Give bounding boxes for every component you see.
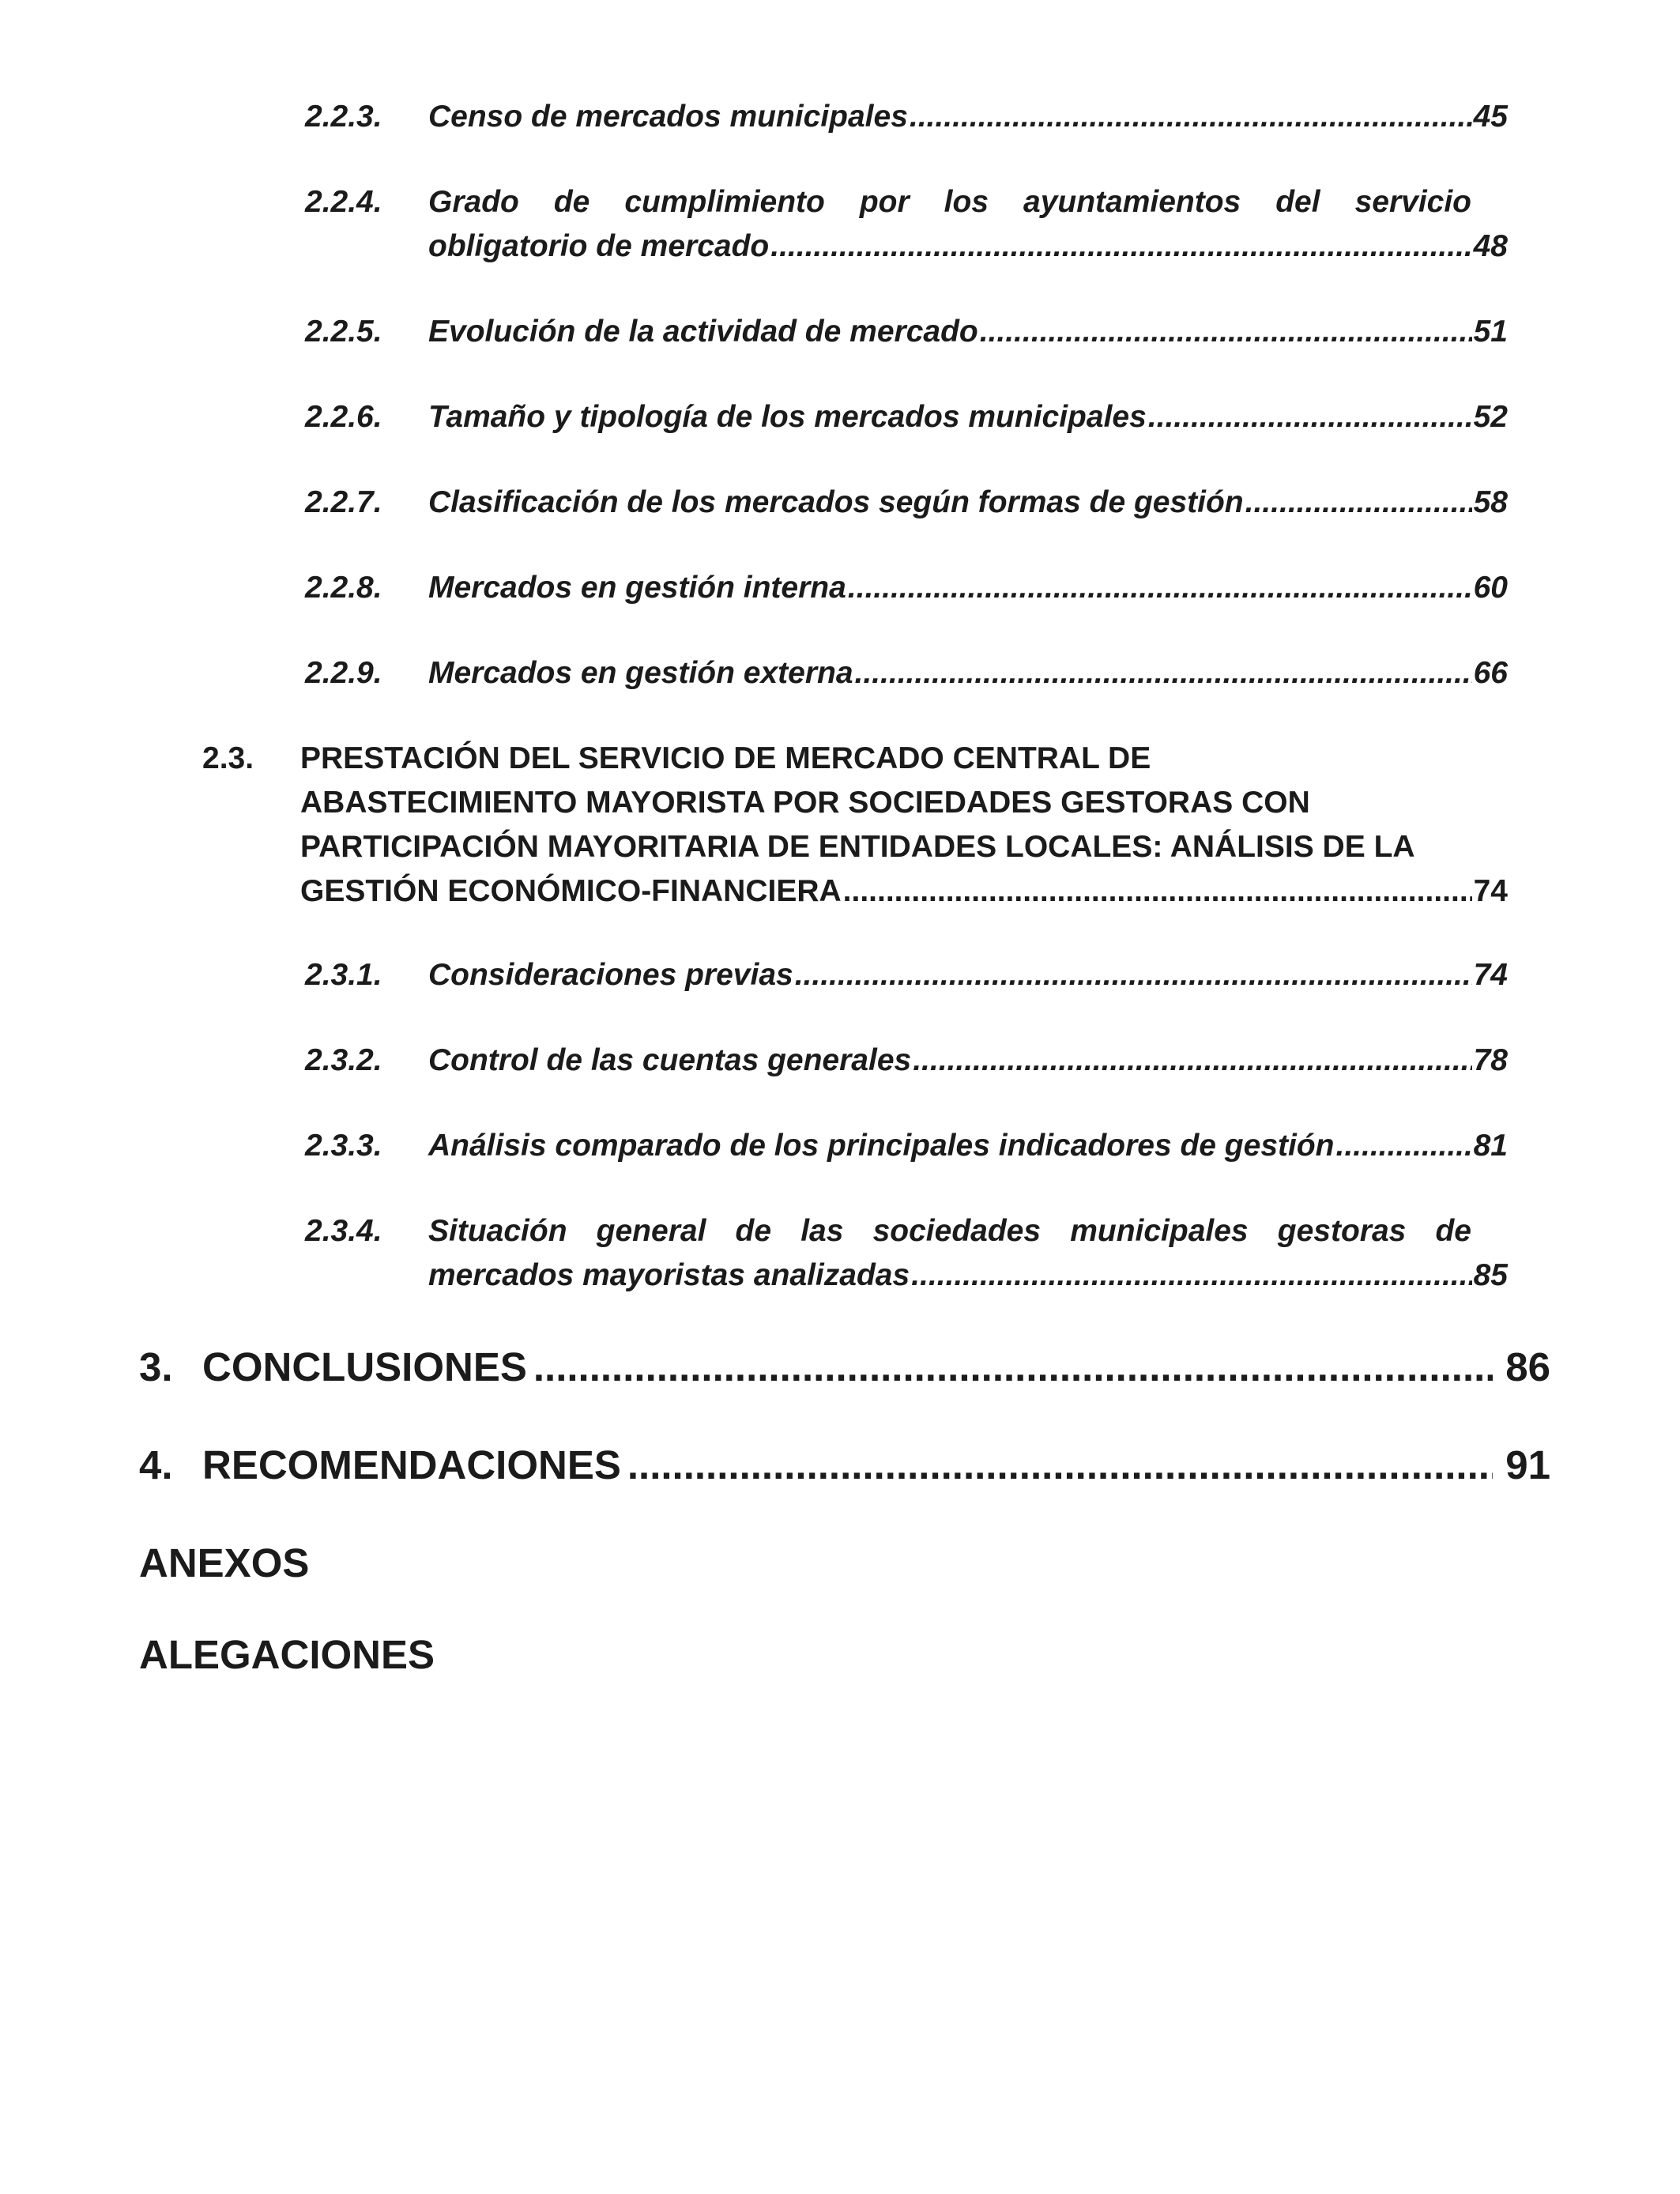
toc-chapter-3[interactable] [139,1344,1550,1390]
toc-entry-number: 2.2.3. [305,100,382,134]
toc-entry-title: Tamaño y tipología de los mercados municipales [428,400,1147,434]
toc-entry-page: 74 [1473,958,1508,992]
toc-entry-number: 2.2.9. [305,656,382,690]
toc-section-title-line2: ABASTECIMIENTO MAYORISTA POR SOCIEDADES GESTORAS CON [300,786,1310,820]
toc-entry-page: 48 [1473,229,1508,263]
toc-entry-title: Evolución de la actividad de mercado [428,315,978,349]
toc-entry-title-line2: mercados mayoristas analizadas [428,1258,910,1292]
toc-entry-number: 2.3.3. [305,1129,382,1163]
toc-entry-page: 78 [1473,1043,1508,1077]
toc-entry-number: 2.2.6. [305,400,382,434]
toc-section-title-line4: GESTIÓN ECONÓMICO-FINANCIERA [300,874,842,908]
toc-chapter-title: CONCLUSIONES [202,1344,527,1389]
toc-section-title-line1: PRESTACIÓN DEL SERVICIO DE MERCADO CENTRAL DE [300,741,1151,775]
toc-entry-title: Análisis comparado de los principales indicadores de gestión [428,1129,1335,1163]
toc-entry-title: Consideraciones previas [428,958,793,992]
toc-entry-number: 2.2.7. [305,485,382,519]
toc-entry-page: 81 [1473,1129,1508,1163]
toc-chapter-4[interactable] [139,1442,1550,1488]
toc-entry-title: Clasificación de los mercados según formas de gestión [428,485,1244,519]
toc-entry-number: 2.2.8. [305,571,382,605]
toc-chapter-title: RECOMENDACIONES [202,1442,621,1487]
toc-entry-page: 45 [1473,100,1508,134]
dot-leader [980,315,1472,349]
dot-leader [843,874,1472,909]
toc-entry-page: 66 [1473,656,1508,690]
toc-entry-number: 2.3.4. [305,1214,382,1248]
toc-entry-page: 85 [1473,1258,1508,1292]
dot-leader [627,1442,1493,1488]
toc-chapter-page: 86 [1505,1344,1550,1389]
toc-entry-number: 2.3.1. [305,958,382,992]
toc-entry-number: 2.2.4. [305,185,382,219]
dot-leader [910,100,1472,134]
dot-leader [855,656,1472,691]
toc-entry-title: Control de las cuentas generales [428,1043,912,1077]
toc-entry-title: Censo de mercados municipales [428,100,908,134]
toc-entry-number: 2.3.2. [305,1043,382,1077]
toc-section-page: 74 [1473,874,1508,908]
dot-leader [533,1344,1493,1390]
toc-entry-title-line1: Grado de cumplimiento por los ayuntamientos del servicio [428,185,1471,219]
dot-leader [1245,485,1472,520]
toc-section-number: 2.3. [202,741,254,775]
dot-leader [795,958,1472,993]
toc-section-title-line3: PARTICIPACIÓN MAYORITARIA DE ENTIDADES LOCALES: ANÁLISIS DE LA [300,830,1415,864]
toc-entry-title: Mercados en gestión externa [428,656,853,690]
toc-entry-page: 52 [1473,400,1508,434]
toc-allegations[interactable]: ALEGACIONES [139,1632,435,1677]
toc-chapter-page: 91 [1505,1442,1550,1487]
dot-leader [1148,400,1472,435]
toc-entry-number: 2.2.5. [305,315,382,349]
toc-entry-page: 51 [1473,315,1508,349]
toc-entry-page: 60 [1473,571,1508,605]
toc-entry-title: Mercados en gestión interna [428,571,846,605]
dot-leader [911,1258,1471,1293]
toc-annexes[interactable]: ANEXOS [139,1540,310,1585]
dot-leader [1335,1129,1471,1163]
dot-leader [770,229,1471,264]
toc-entry-page: 58 [1473,485,1508,519]
toc-entry-title-line2: obligatorio de mercado [428,229,770,263]
toc-chapter-number: 3. [139,1344,173,1389]
dot-leader [913,1043,1471,1078]
dot-leader [848,571,1472,605]
toc-chapter-number: 4. [139,1442,173,1487]
toc-entry-title-line1: Situación general de las sociedades municipales gestoras de [428,1214,1471,1248]
